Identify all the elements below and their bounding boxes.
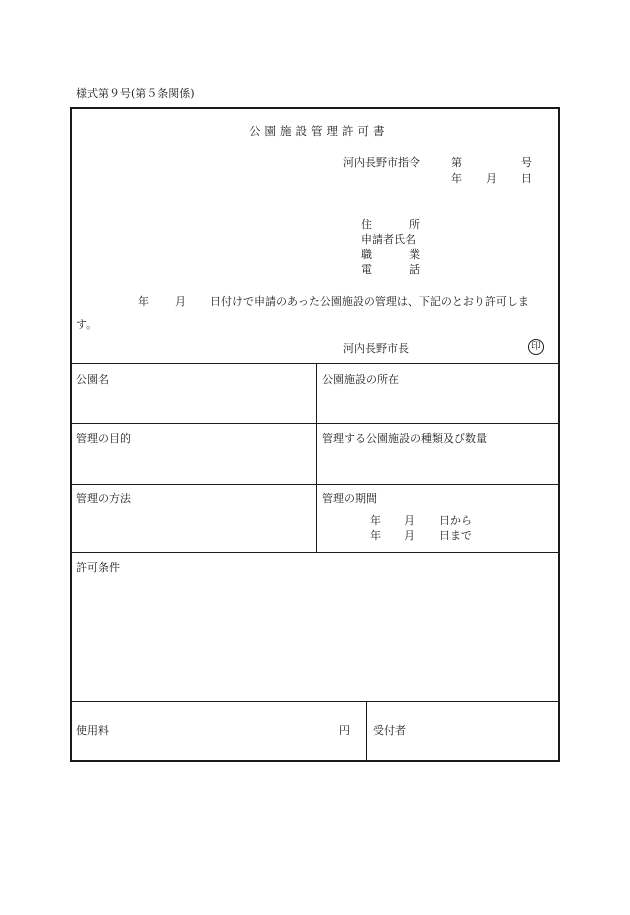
divider-row3 — [71, 552, 559, 553]
fee-label: 使用料 — [76, 724, 109, 737]
body-month: 月 — [175, 295, 186, 308]
period-to-month: 月 — [404, 529, 415, 542]
phone-label-1: 電 — [361, 263, 372, 276]
date-day: 日 — [521, 172, 532, 185]
period-from-month: 月 — [404, 514, 415, 527]
method-label: 管理の方法 — [76, 492, 131, 505]
receiver-label: 受付者 — [373, 724, 406, 737]
occupation-label-1: 職 — [361, 248, 372, 261]
divider-row4 — [71, 701, 559, 702]
period-from-year: 年 — [370, 514, 381, 527]
park-name-label: 公園名 — [76, 373, 109, 386]
fee-unit: 円 — [339, 724, 350, 737]
applicant-name-label: 申請者氏名 — [361, 233, 416, 246]
divider-row1 — [71, 423, 559, 424]
seal-stamp: 印 — [528, 339, 544, 355]
occupation-label-2: 業 — [409, 248, 420, 261]
period-label: 管理の期間 — [322, 492, 377, 505]
column-divider — [316, 363, 317, 552]
phone-label-2: 話 — [409, 263, 420, 276]
go-label: 号 — [521, 156, 532, 169]
period-from-day: 日から — [439, 514, 472, 527]
body-text-line2: す。 — [76, 318, 98, 331]
facility-location-label: 公園施設の所在 — [322, 373, 399, 386]
divider-row2 — [71, 484, 559, 485]
address-label-1: 住 — [361, 218, 372, 231]
purpose-label: 管理の目的 — [76, 432, 131, 445]
address-label-2: 所 — [409, 218, 420, 231]
date-year: 年 — [451, 172, 462, 185]
form-title: 公園施設管理許可書 — [249, 124, 389, 138]
conditions-label: 許可条件 — [76, 561, 120, 574]
mayor-label: 河内長野市長 — [343, 342, 409, 355]
dai-label: 第 — [451, 156, 462, 169]
form-number: 様式第９号(第５条関係) — [76, 87, 195, 100]
date-month: 月 — [486, 172, 497, 185]
divider-header — [71, 363, 559, 364]
body-text-line1: 日付けで申請のあった公園施設の管理は、下記のとおり許可しま — [210, 295, 529, 308]
body-year: 年 — [138, 295, 149, 308]
fee-divider — [366, 701, 367, 761]
period-to-year: 年 — [370, 529, 381, 542]
facility-kind-label: 管理する公園施設の種類及び数量 — [322, 432, 487, 445]
period-to-day: 日まで — [439, 529, 472, 542]
issuer-ref: 河内長野市指令 — [343, 156, 420, 169]
